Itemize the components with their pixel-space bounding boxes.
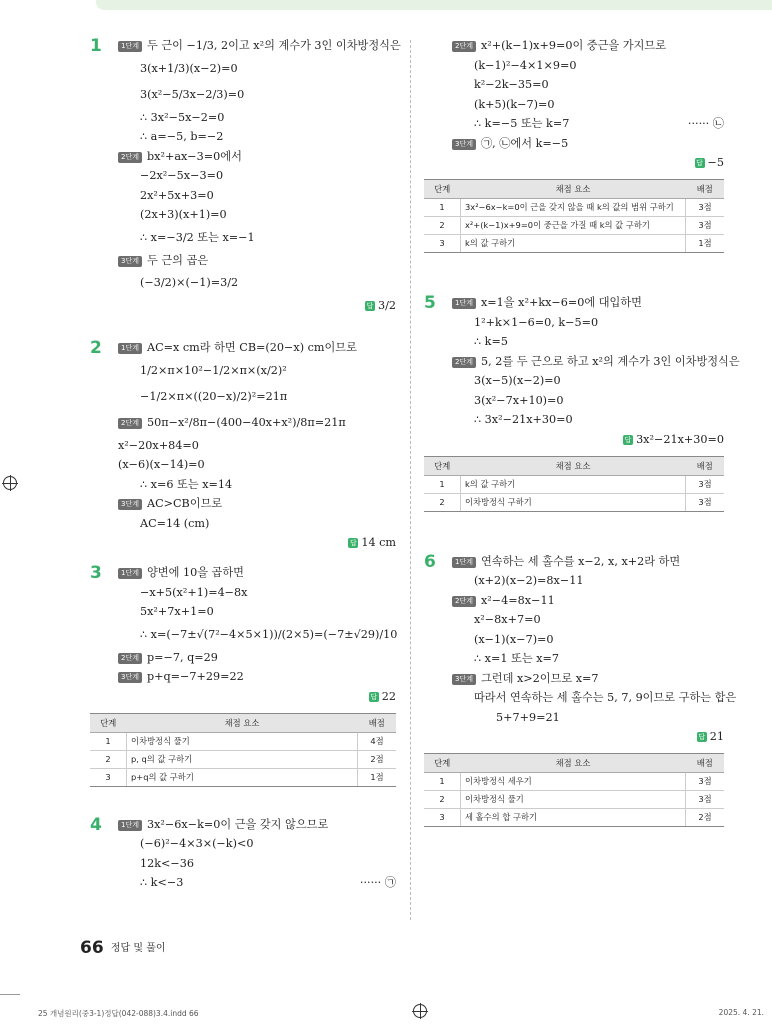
solution-line: 1/2×π×10²−1/2×π×(x/2)² xyxy=(140,363,287,377)
footer-title: 정답 및 풀이 xyxy=(110,943,166,954)
table-row: 3 세 홀수의 합 구하기 2점 xyxy=(424,809,724,827)
solution-line: 3(x−5)(x−2)=0 xyxy=(474,374,561,387)
step-badge: 3단계 xyxy=(118,256,142,267)
step-badge: 2단계 xyxy=(452,596,476,607)
problem-4 xyxy=(90,815,396,893)
problem-number: 5 xyxy=(424,293,436,313)
scoring-table xyxy=(424,179,724,253)
answer xyxy=(118,687,396,707)
solution-line: 1²+k×1−6=0, k−5=0 xyxy=(474,315,599,329)
solution-line: 5x²+7x+1=0 xyxy=(140,605,214,618)
answer-value: 3x²−21x+30=0 xyxy=(636,432,724,446)
answer-value: 21 xyxy=(709,730,724,743)
answer-value: 3/2 xyxy=(377,299,396,312)
solution-line: 2단계 bx²+ax−3=0에서 xyxy=(118,147,396,167)
step-badge: 2단계 xyxy=(452,357,476,368)
solution-line: (x−1)(x−7)=0 xyxy=(474,632,554,646)
solution-line: k²−2k−35=0 xyxy=(474,78,549,91)
solution-line: 2단계 x²+(k−1)x+9=0이 중근을 가지므로 xyxy=(452,36,724,56)
solution-line: (2x+3)(x+1)=0 xyxy=(140,208,227,221)
solution-line: ∴ 3x²−21x+30=0 xyxy=(474,413,573,426)
answer xyxy=(452,153,724,173)
solution-line: (k−1)²−4×1×9=0 xyxy=(474,58,577,72)
answer xyxy=(452,727,724,747)
solution-line: 3단계 ㉠, ㉡에서 k=−5 xyxy=(452,134,724,154)
step-badge: 2단계 xyxy=(118,418,142,429)
step-badge: 1단계 xyxy=(118,568,142,579)
print-slug-right: 2025. 4. 21. xyxy=(718,1008,764,1017)
solution-line: ∴ k=5 xyxy=(474,335,508,348)
solution-line: 1단계 AC=x cm라 하면 CB=(20−x) cm이므로 xyxy=(118,338,396,358)
solution-line: ∴ k<−3 ······ ㉠ xyxy=(118,873,396,893)
solution-line: 2단계 p=−7, q=29 xyxy=(118,648,396,668)
table-row: 2 x²+(k−1)x+9=0이 중근을 가질 때 k의 값 구하기 3점 xyxy=(424,217,724,235)
solution-line: (k+5)(k−7)=0 xyxy=(474,97,555,111)
solution-line: 3단계 AC>CB이므로 xyxy=(118,494,396,514)
problem-1 xyxy=(90,36,401,316)
scoring-table xyxy=(90,713,396,787)
table-row: 1 k의 값 구하기 3점 xyxy=(424,475,724,493)
table-header: 단계 xyxy=(90,713,127,732)
step-badge: 1단계 xyxy=(118,820,142,831)
page-number: 66 xyxy=(80,938,104,958)
solution-line: 2단계 50π−x²/8π−(400−40x+x²)/8π=21π xyxy=(118,410,396,436)
table-header: 배점 xyxy=(358,713,397,732)
solution-line: ∴ k=−5 또는 k=7 ······ ㉡ xyxy=(452,114,724,134)
step-badge: 2단계 xyxy=(452,41,476,52)
table-row: 2 이차방정식 풀기 3점 xyxy=(424,791,724,809)
answer-icon: 답 xyxy=(698,733,706,741)
solution-line: 3단계 두 근의 곱은 xyxy=(118,251,396,271)
solution-line: −x+5(x²+1)=4−8x xyxy=(140,585,248,599)
solution-line: −2x²−5x−3=0 xyxy=(140,169,224,182)
print-slug-left: 25 개념원리(중3-1)정답(042-088)3.4.indd 66 xyxy=(38,1009,199,1018)
solution-line: ∴ 3x²−5x−2=0 xyxy=(140,110,225,124)
problem-3 xyxy=(90,563,396,787)
answer-icon: 답 xyxy=(624,435,632,444)
solution-line: 12k<−36 xyxy=(140,856,194,870)
scoring-table xyxy=(424,753,724,827)
answer-value: 14 cm xyxy=(361,536,396,549)
problem-number: 4 xyxy=(90,814,102,835)
answer-icon: 답 xyxy=(696,159,703,167)
solution-line: ∴ x=(−7±√(7²−4×5×1))/(2×5)=(−7±√29)/10 xyxy=(140,627,398,641)
registration-mark-icon xyxy=(3,476,17,490)
step-badge: 1단계 xyxy=(452,298,476,309)
left-column xyxy=(90,36,401,893)
solution-line: 1단계 두 근이 −1/3, 2이고 x²의 계수가 3인 이차방정식은 xyxy=(118,36,396,56)
solution-line: 따라서 연속하는 세 홀수는 5, 7, 9이므로 구하는 합은 xyxy=(474,691,737,704)
solution-line: 3(x²−5/3x−2/3)=0 xyxy=(140,87,245,101)
solution-line: ∴ x=6 또는 x=14 xyxy=(140,477,233,491)
solution-line: x²−20x+84=0 xyxy=(118,438,199,452)
answer-value: −5 xyxy=(707,156,724,169)
step-badge: 3단계 xyxy=(118,672,142,683)
top-color-band xyxy=(96,0,772,10)
table-row: 3 p+q의 값 구하기 1점 xyxy=(90,768,396,786)
solution-line: 1단계 연속하는 세 홀수를 x−2, x, x+2라 하면 xyxy=(452,552,724,572)
problem-number: 1 xyxy=(90,36,102,56)
solution-line: 2단계 5, 2를 두 근으로 하고 x²의 계수가 3인 이차방정식은 xyxy=(452,352,724,372)
step-badge: 3단계 xyxy=(452,139,476,150)
problem-2 xyxy=(90,338,396,553)
answer-icon: 답 xyxy=(370,692,378,701)
footer-rule xyxy=(0,994,20,995)
step-badge: 1단계 xyxy=(452,557,476,568)
solution-line: AC=14 (cm) xyxy=(140,516,210,530)
table-header: 단계 xyxy=(424,456,461,475)
step-badge: 3단계 xyxy=(118,499,142,510)
table-header: 채점 요소 xyxy=(127,713,358,732)
solution-line: 2단계 x²−4=8x−11 xyxy=(452,591,724,611)
problem-number: 6 xyxy=(424,551,436,572)
table-row: 1 이차방정식 세우기 3점 xyxy=(424,773,724,791)
solution-line: 1단계 양변에 10을 곱하면 xyxy=(118,563,396,583)
step-badge: 2단계 xyxy=(118,653,142,664)
answer-value: 22 xyxy=(381,689,396,703)
solution-line: 3단계 p+q=−7+29=22 xyxy=(118,667,396,687)
right-column xyxy=(424,36,740,833)
table-row: 2 p, q의 값 구하기 2점 xyxy=(90,750,396,768)
table-header: 단계 xyxy=(424,754,461,773)
table-header: 배점 xyxy=(686,180,725,199)
table-header: 배점 xyxy=(686,754,725,773)
solution-line: x²−8x+7=0 xyxy=(474,613,541,626)
table-row: 1 3x²−6x−k=0이 근을 갖지 않을 때 k의 값의 범위 구하기 3점 xyxy=(424,199,724,217)
solution-line: 2x²+5x+3=0 xyxy=(140,188,214,202)
step-badge: 3단계 xyxy=(452,674,476,685)
solution-line: −1/2×π×((20−x)/2)²=21π xyxy=(140,389,288,403)
table-row: 1 이차방정식 풀기 4점 xyxy=(90,732,396,750)
equation-marker: ······ ㉡ xyxy=(687,117,724,130)
table-header: 단계 xyxy=(424,180,461,199)
answer-icon: 답 xyxy=(366,302,374,310)
equation-marker: ······ ㉠ xyxy=(359,876,396,889)
table-header: 채점 요소 xyxy=(461,180,686,199)
problem-5 xyxy=(424,293,740,512)
problem-6 xyxy=(424,551,737,828)
scoring-table xyxy=(424,456,724,512)
answer xyxy=(118,533,396,553)
problem-number: 3 xyxy=(90,563,102,583)
column-divider xyxy=(410,40,411,920)
answer xyxy=(452,430,724,450)
solution-line: (−3/2)×(−1)=3/2 xyxy=(140,276,239,289)
solution-line: 3(x+1/3)(x−2)=0 xyxy=(140,61,238,75)
registration-mark-icon xyxy=(413,1004,427,1018)
solution-line: ∴ x=−3/2 또는 x=−1 xyxy=(140,230,255,244)
solution-line: 3단계 그런데 x>2이므로 x=7 xyxy=(452,669,724,689)
solution-line: (x+2)(x−2)=8x−11 xyxy=(474,574,584,587)
step-badge: 1단계 xyxy=(118,343,142,354)
table-header: 채점 요소 xyxy=(461,456,686,475)
solution-line: 3(x²−7x+10)=0 xyxy=(474,393,564,407)
solution-line: 1단계 x=1을 x²+kx−6=0에 대입하면 xyxy=(452,293,724,313)
solution-line: ∴ x=1 또는 x=7 xyxy=(474,652,560,665)
solution-line: 1단계 3x²−6x−k=0이 근을 갖지 않으므로 xyxy=(118,815,396,835)
problem-number: 2 xyxy=(90,338,102,358)
page-footer xyxy=(80,938,166,958)
solution-line: (−6)²−4×3×(−k)<0 xyxy=(140,837,254,850)
answer xyxy=(118,296,396,316)
table-header: 채점 요소 xyxy=(461,754,686,773)
step-badge: 2단계 xyxy=(118,152,142,163)
table-header: 배점 xyxy=(686,456,725,475)
table-row: 2 이차방정식 구하기 3점 xyxy=(424,493,724,511)
problem-4-continued xyxy=(424,36,724,253)
solution-line: (x−6)(x−14)=0 xyxy=(118,458,205,471)
step-badge: 1단계 xyxy=(118,41,142,52)
table-row: 3 k의 값 구하기 1점 xyxy=(424,235,724,253)
solution-line: 5+7+9=21 xyxy=(496,710,560,724)
answer-icon: 답 xyxy=(349,539,357,547)
solution-line: ∴ a=−5, b=−2 xyxy=(140,130,224,143)
